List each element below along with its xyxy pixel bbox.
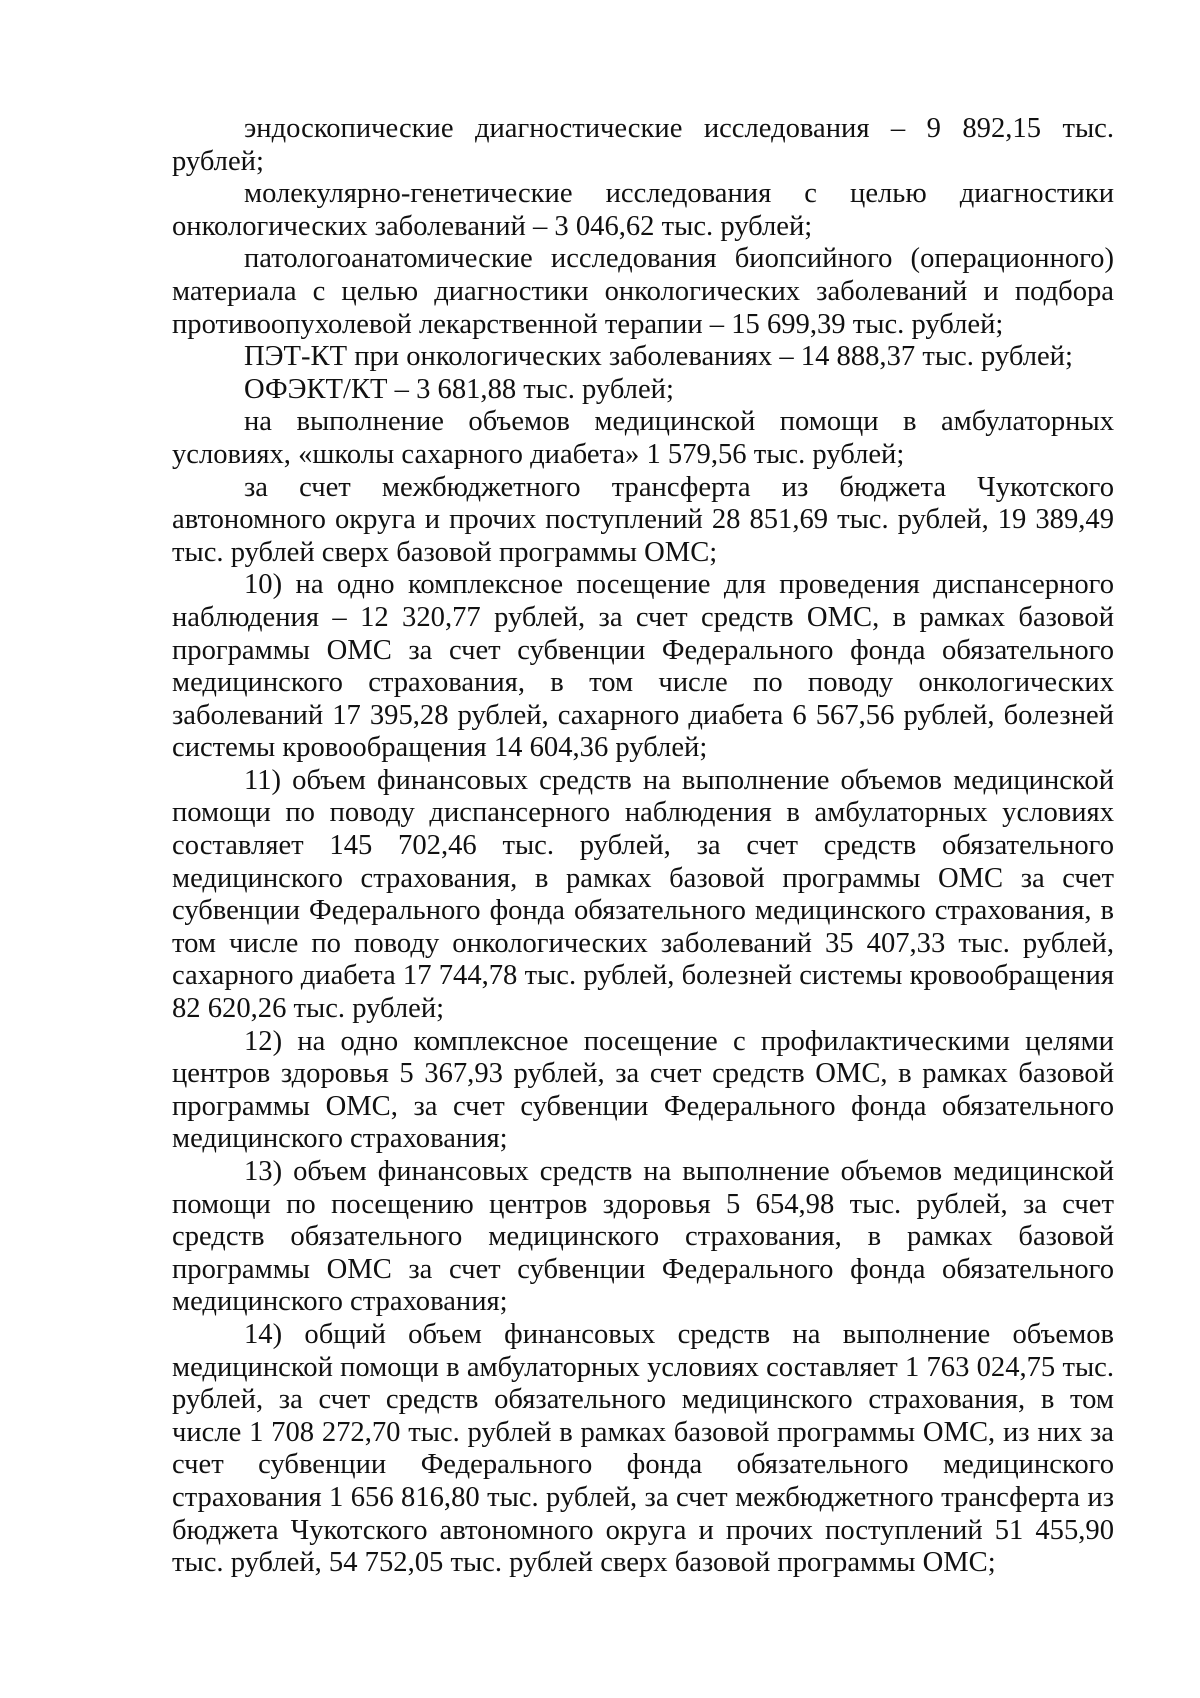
- paragraph-interbudget-transfer: за счет межбюджетного трансферта из бюджета Чукотского автономного округа и прочих поступлений 28 851,69 тыс. рублей, 19 389,49 тыс. рублей сверх базовой программы ОМС;: [172, 471, 1114, 568]
- paragraph-diabetes-schools: на выполнение объемов медицинской помощи в амбулаторных условиях, «школы сахарного диабета» 1 579,56 тыс. рублей;: [172, 406, 1114, 470]
- paragraph-item-12: 12) на одно комплексное посещение с профилактическими целями центров здоровья 5 367,93 рублей, за счет средств ОМС, в рамках базовой программы ОМС, за счет субвенции Федерального фонда обязательного медицинского страхования;: [172, 1025, 1114, 1155]
- paragraph-item-13: 13) объем финансовых средств на выполнение объемов медицинской помощи по посещению центров здоровья 5 654,98 тыс. рублей, за счет средств обязательного медицинского страхования, в рамках базовой программы ОМС за счет субвенции Федерального фонда обязательного медицинского страхования;: [172, 1156, 1114, 1318]
- paragraph-item-11: 11) объем финансовых средств на выполнение объемов медицинской помощи по поводу диспансерного наблюдения в амбулаторных условиях составляет 145 702,46 тыс. рублей, за счет средств обязательного медицинского страхования, в рамках базовой программы ОМС за счет субвенции Федерального фонда обязательного медицинского страхования, в том числе по поводу онкологических заболеваний 35 407,33 тыс. рублей, сахарного диабета 17 744,78 тыс. рублей, болезней системы кровообращения 82 620,26 тыс. рублей;: [172, 764, 1114, 1025]
- paragraph-spect-ct: ОФЭКТ/КТ – 3 681,88 тыс. рублей;: [244, 373, 674, 405]
- paragraph-item-14: 14) общий объем финансовых средств на выполнение объемов медицинской помощи в амбулаторных условиях составляет 1 763 024,75 тыс. рублей, за счет средств обязательного медицинского страхования, в том числе 1 708 272,70 тыс. рублей в рамках базовой программы ОМС, из них за счет субвенции Федерального фонда обязательного медицинского страхования 1 656 816,80 тыс. рублей, за счет межбюджетного трансферта из бюджета Чукотского автономного округа и прочих поступлений 51 455,90 тыс. рублей, 54 752,05 тыс. рублей сверх базовой программы ОМС;: [172, 1318, 1114, 1579]
- paragraph-pathological-anatomy: патологоанатомические исследования биопсийного (операционного) материала с целью диагностики онкологических заболеваний и подбора противоопухолевой лекарственной терапии – 15 699,39 тыс. рублей;: [172, 243, 1114, 340]
- paragraph-endoscopic-diagnostics: эндоскопические диагностические исследования – 9 892,15 тыс. рублей;: [172, 113, 1114, 177]
- paragraph-pet-ct: ПЭТ-КТ при онкологических заболеваниях – 14 888,37 тыс. рублей;: [244, 341, 1073, 373]
- paragraph-item-10: 10) на одно комплексное посещение для проведения диспансерного наблюдения – 12 320,77 рублей, за счет средств ОМС, в рамках базовой программы ОМС за счет субвенции Федерального фонда обязательного медицинского страхования, в том числе по поводу онкологических заболеваний 17 395,28 рублей, сахарного диабета 6 567,56 рублей, болезней системы кровообращения 14 604,36 рублей;: [172, 569, 1114, 764]
- document-page: [172, 113, 1114, 1580]
- paragraph-molecular-genetic: молекулярно-генетические исследования с целью диагностики онкологических заболеваний – 3 046,62 тыс. рублей;: [172, 178, 1114, 242]
